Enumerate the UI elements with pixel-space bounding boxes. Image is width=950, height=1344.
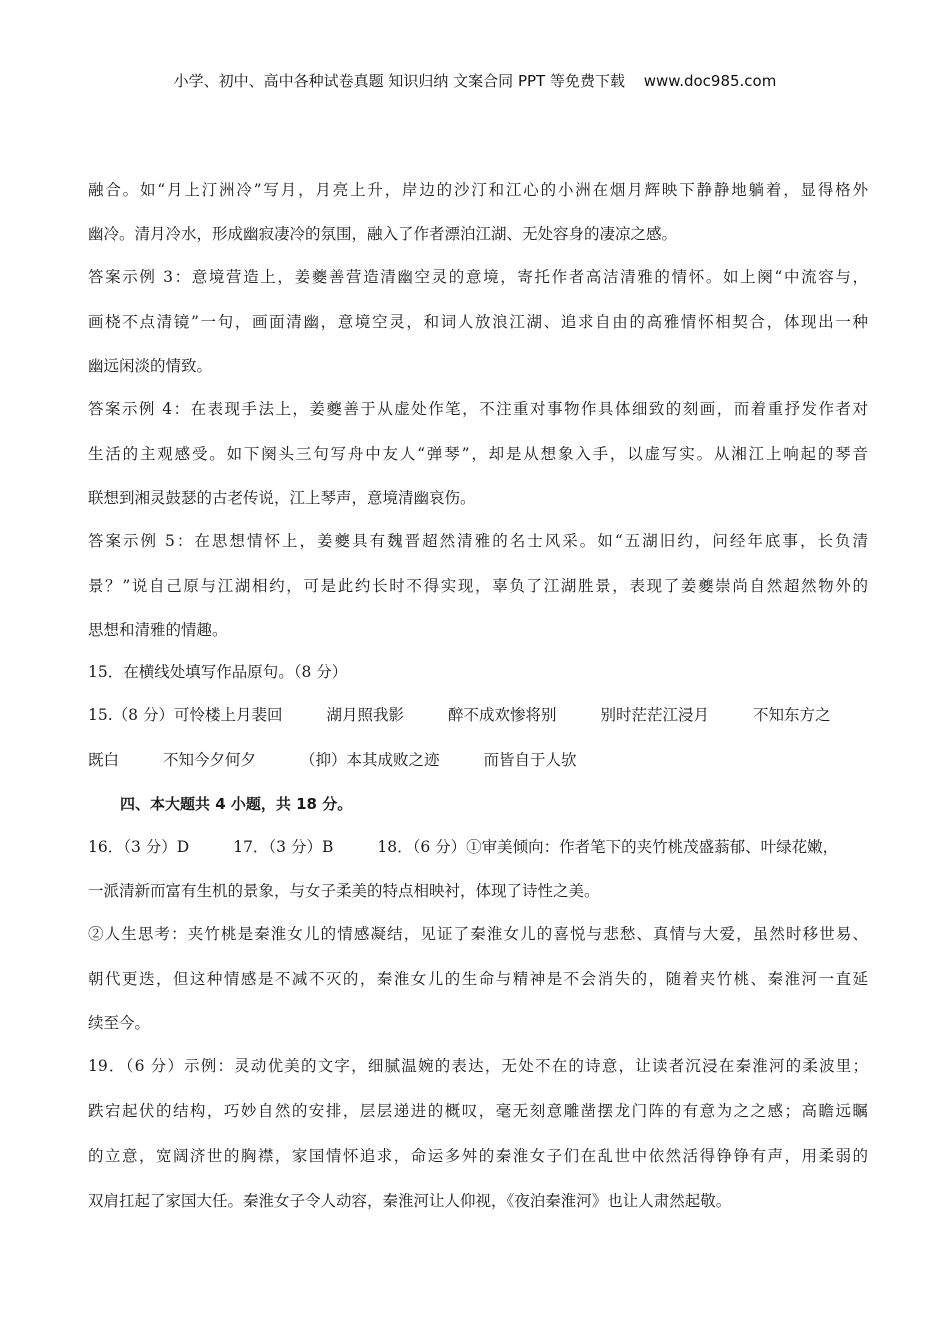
- answer-15-5: 不知东方之: [753, 706, 831, 724]
- question-15-answers-cont: [88, 738, 868, 783]
- text-line: 续至今。: [88, 1014, 151, 1032]
- answer-15-6: 不知今夕何夕: [163, 751, 257, 769]
- answer-15-4: 别时茫茫江浸月: [600, 706, 709, 724]
- text-line: 的立意，宽阔济世的胸襟，家国情怀追求，命运多舛的秦淮女子们在乱世中依然活得铮铮有声，用柔弱的: [88, 1147, 868, 1165]
- text-line: 答案示例 5：在思想情怀上，姜夔具有魏晋超然清雅的名士风采。如“五湖旧约，问经年底事，长负清: [88, 532, 868, 550]
- answer-16: 16．（3 分）D: [88, 838, 190, 856]
- question-15-prompt: 15．在横线处填写作品原句。（8 分）: [88, 663, 348, 681]
- document-body: [88, 168, 868, 1224]
- text-line: 生活的主观感受。如下阕头三句写舟中友人“弹琴”，却是从想象入手，以虚写实。从湘江上响起的琴音: [88, 445, 868, 463]
- header-title: 小学、初中、高中各种试卷真题 知识归纳 文案合同 PPT 等免费下载: [173, 72, 625, 90]
- header-site-link[interactable]: www.doc985.com: [643, 72, 777, 90]
- text-line: 双肩扛起了家国大任。秦淮女子令人动容，秦淮河让人仰视，《夜泊秦淮河》也让人肃然起敬。: [88, 1192, 732, 1210]
- page-header: [0, 70, 950, 91]
- question-15-answers: [88, 693, 868, 738]
- answer-15-2: 湖月照我影: [326, 706, 404, 724]
- text-line: 答案示例 3：意境营造上，姜夔善营造清幽空灵的意境，寄托作者高洁清雅的情怀。如上阕“中流容与，: [88, 268, 868, 286]
- answer-15-8: 而皆自于人欤: [483, 751, 577, 769]
- text-line: 幽冷。清月冷水，形成幽寂凄冷的氛围，融入了作者漂泊江湖、无处容身的凄凉之感。: [88, 225, 678, 243]
- text-line: ②人生思考：夹竹桃是秦淮女儿的情感凝结，见证了秦淮女儿的喜悦与悲愁、真情与大爱，虽然时移世易、: [88, 925, 868, 943]
- text-line: 19．（6 分）示例：灵动优美的文字，细腻温婉的表达，无处不在的诗意，让读者沉浸在秦淮河的柔波里；: [88, 1057, 868, 1075]
- text-line: 朝代更迭，但这种情感是不减不灭的，秦淮女儿的生命与精神是不会消失的，随着夹竹桃、秦淮河一直延: [88, 970, 868, 988]
- text-line: 思想和清雅的情趣。: [88, 621, 228, 639]
- answer-15-7: （抑）本其成败之迹: [300, 751, 440, 769]
- text-line: 答案示例 4：在表现手法上，姜夔善于从虚处作笔，不注重对事物作具体细致的刻画，而着重抒发作者对: [88, 400, 868, 418]
- answer-15-5b: 既白: [88, 751, 120, 769]
- question-16-18-answers: [88, 825, 868, 870]
- answer-17: 17．（3 分）B: [233, 838, 334, 856]
- text-line: 一派清新而富有生机的景象，与女子柔美的特点相映衬，体现了诗性之美。: [88, 882, 600, 900]
- text-line: 画桡不点清镜”一句，画面清幽，意境空灵，和词人放浪江湖、追求自由的高雅情怀相契合，体现出一种: [88, 313, 868, 331]
- text-line: 融合。如“月上汀洲冷”写月，月亮上升，岸边的沙汀和江心的小洲在烟月辉映下静静地躺着，显得格外: [88, 181, 868, 199]
- answer-18: 18．（6 分）①审美倾向：作者笔下的夹竹桃茂盛蓊郁、叶绿花嫩，: [377, 838, 839, 856]
- text-line: 联想到湘灵鼓瑟的古老传说，江上琴声，意境清幽哀伤。: [88, 489, 476, 507]
- answer-15-1: 15.（8 分）可怜楼上月裴回: [88, 706, 283, 724]
- text-line: 景？”说自己原与江湖相约，可是此约长时不得实现，辜负了江湖胜景，表现了姜夔崇尚自然超然物外的: [88, 577, 868, 595]
- text-line: 幽远闲淡的情致。: [88, 357, 213, 375]
- section-title: 四、本大题共 4 小题，共 18 分。: [120, 795, 353, 813]
- answer-15-3: 醉不成欢惨将别: [447, 706, 557, 724]
- text-line: 跌宕起伏的结构，巧妙自然的安排，层层递进的概叹，毫无刻意雕凿摆龙门阵的有意为之之感；高瞻远瞩: [88, 1102, 868, 1120]
